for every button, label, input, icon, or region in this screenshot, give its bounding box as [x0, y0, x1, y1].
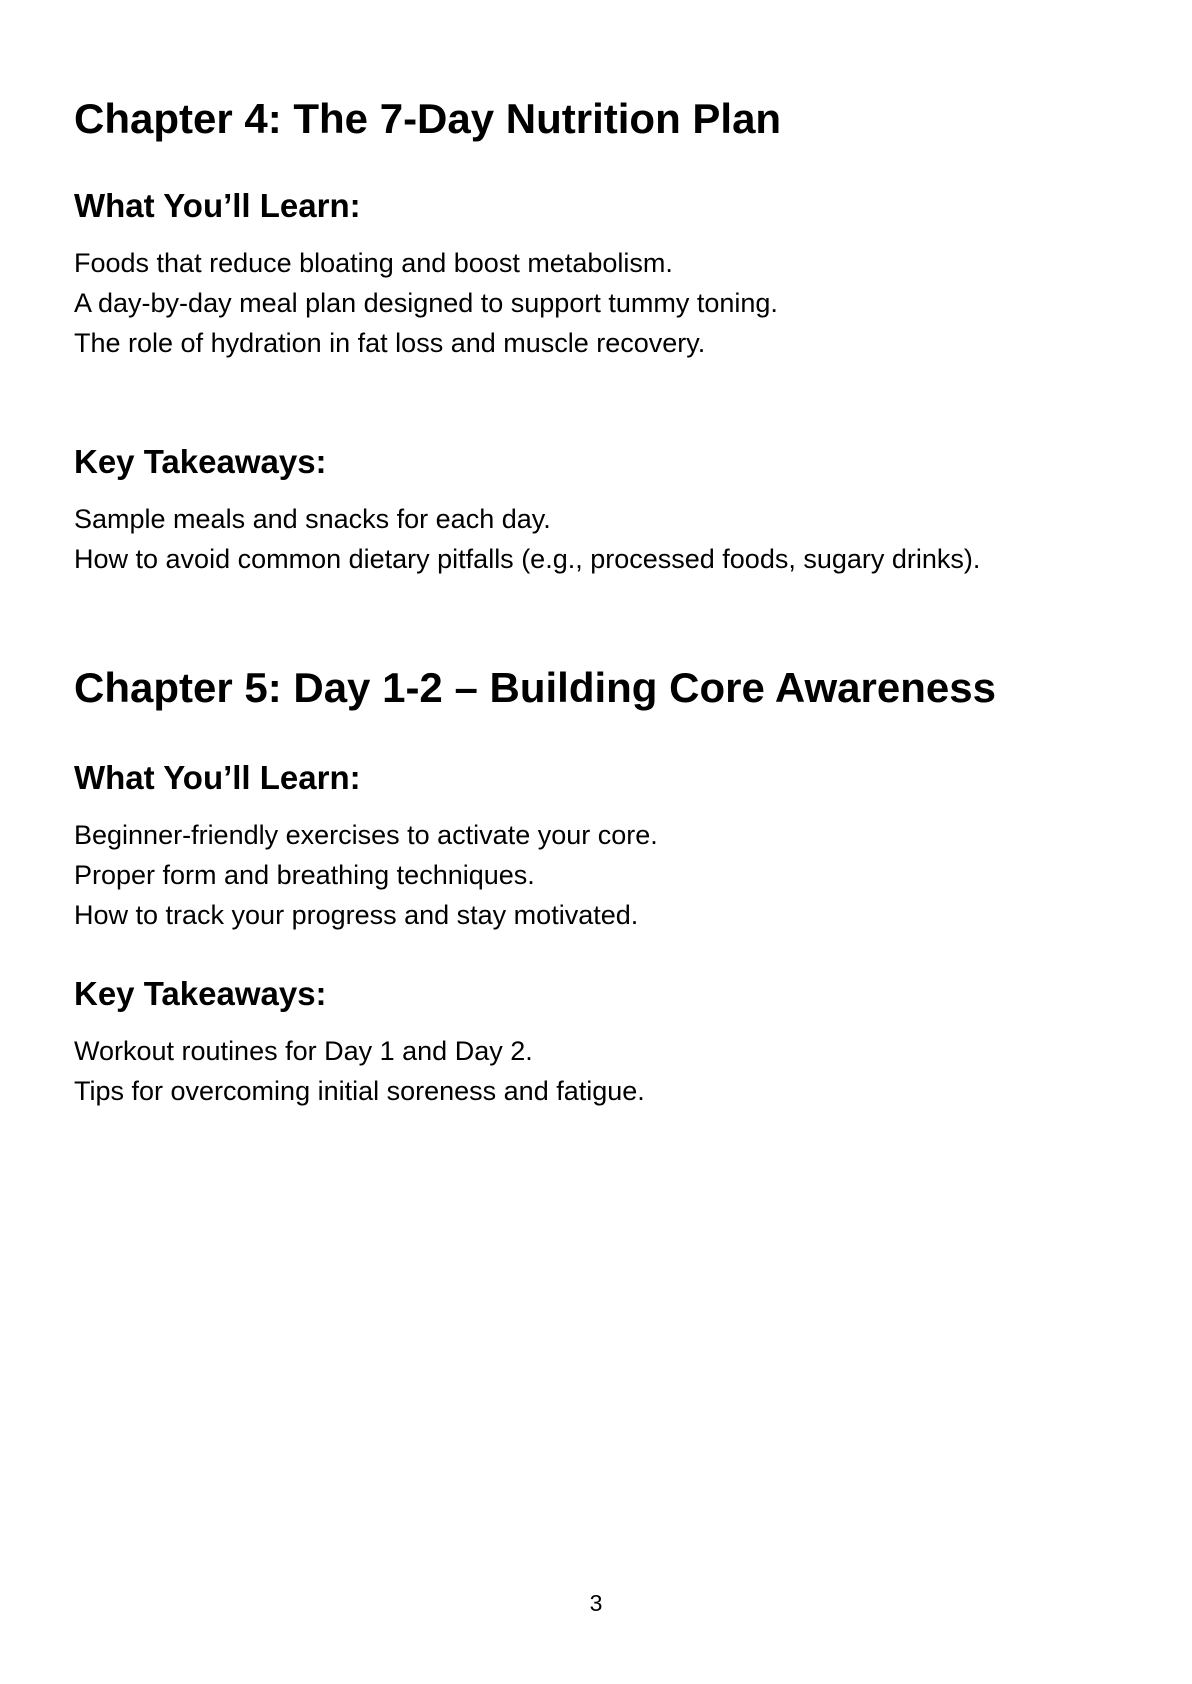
chapter-4-takeaway-item: How to avoid common dietary pitfalls (e.g., processed foods, sugary drinks).	[74, 544, 981, 574]
chapter-4-learn-item: A day-by-day meal plan designed to support tummy toning.	[74, 288, 778, 318]
chapter-4-learn-item: Foods that reduce bloating and boost metabolism.	[74, 248, 673, 278]
chapter-5-takeaways-heading: Key Takeaways:	[74, 975, 327, 1012]
chapter-5-learn-item: Proper form and breathing techniques.	[74, 860, 535, 890]
chapter-4-learn-item: The role of hydration in fat loss and muscle recovery.	[74, 328, 706, 358]
chapter-5-takeaway-item: Workout routines for Day 1 and Day 2.	[74, 1036, 533, 1066]
chapter-4-takeaways-heading: Key Takeaways:	[74, 443, 327, 480]
chapter-5-title: Chapter 5: Day 1-2 – Building Core Awareness	[74, 664, 996, 711]
page-number: 3	[589, 1590, 603, 1616]
chapter-4-title: Chapter 4: The 7-Day Nutrition Plan	[74, 95, 782, 142]
chapter-5-learn-heading: What You’ll Learn:	[74, 759, 361, 796]
chapter-5-takeaway-item: Tips for overcoming initial soreness and fatigue.	[74, 1076, 645, 1106]
chapter-4-learn-heading: What You’ll Learn:	[74, 187, 361, 224]
chapter-4-takeaway-item: Sample meals and snacks for each day.	[74, 504, 551, 534]
chapter-5-learn-item: Beginner-friendly exercises to activate your core.	[74, 820, 658, 850]
chapter-5-learn-item: How to track your progress and stay motivated.	[74, 900, 639, 930]
